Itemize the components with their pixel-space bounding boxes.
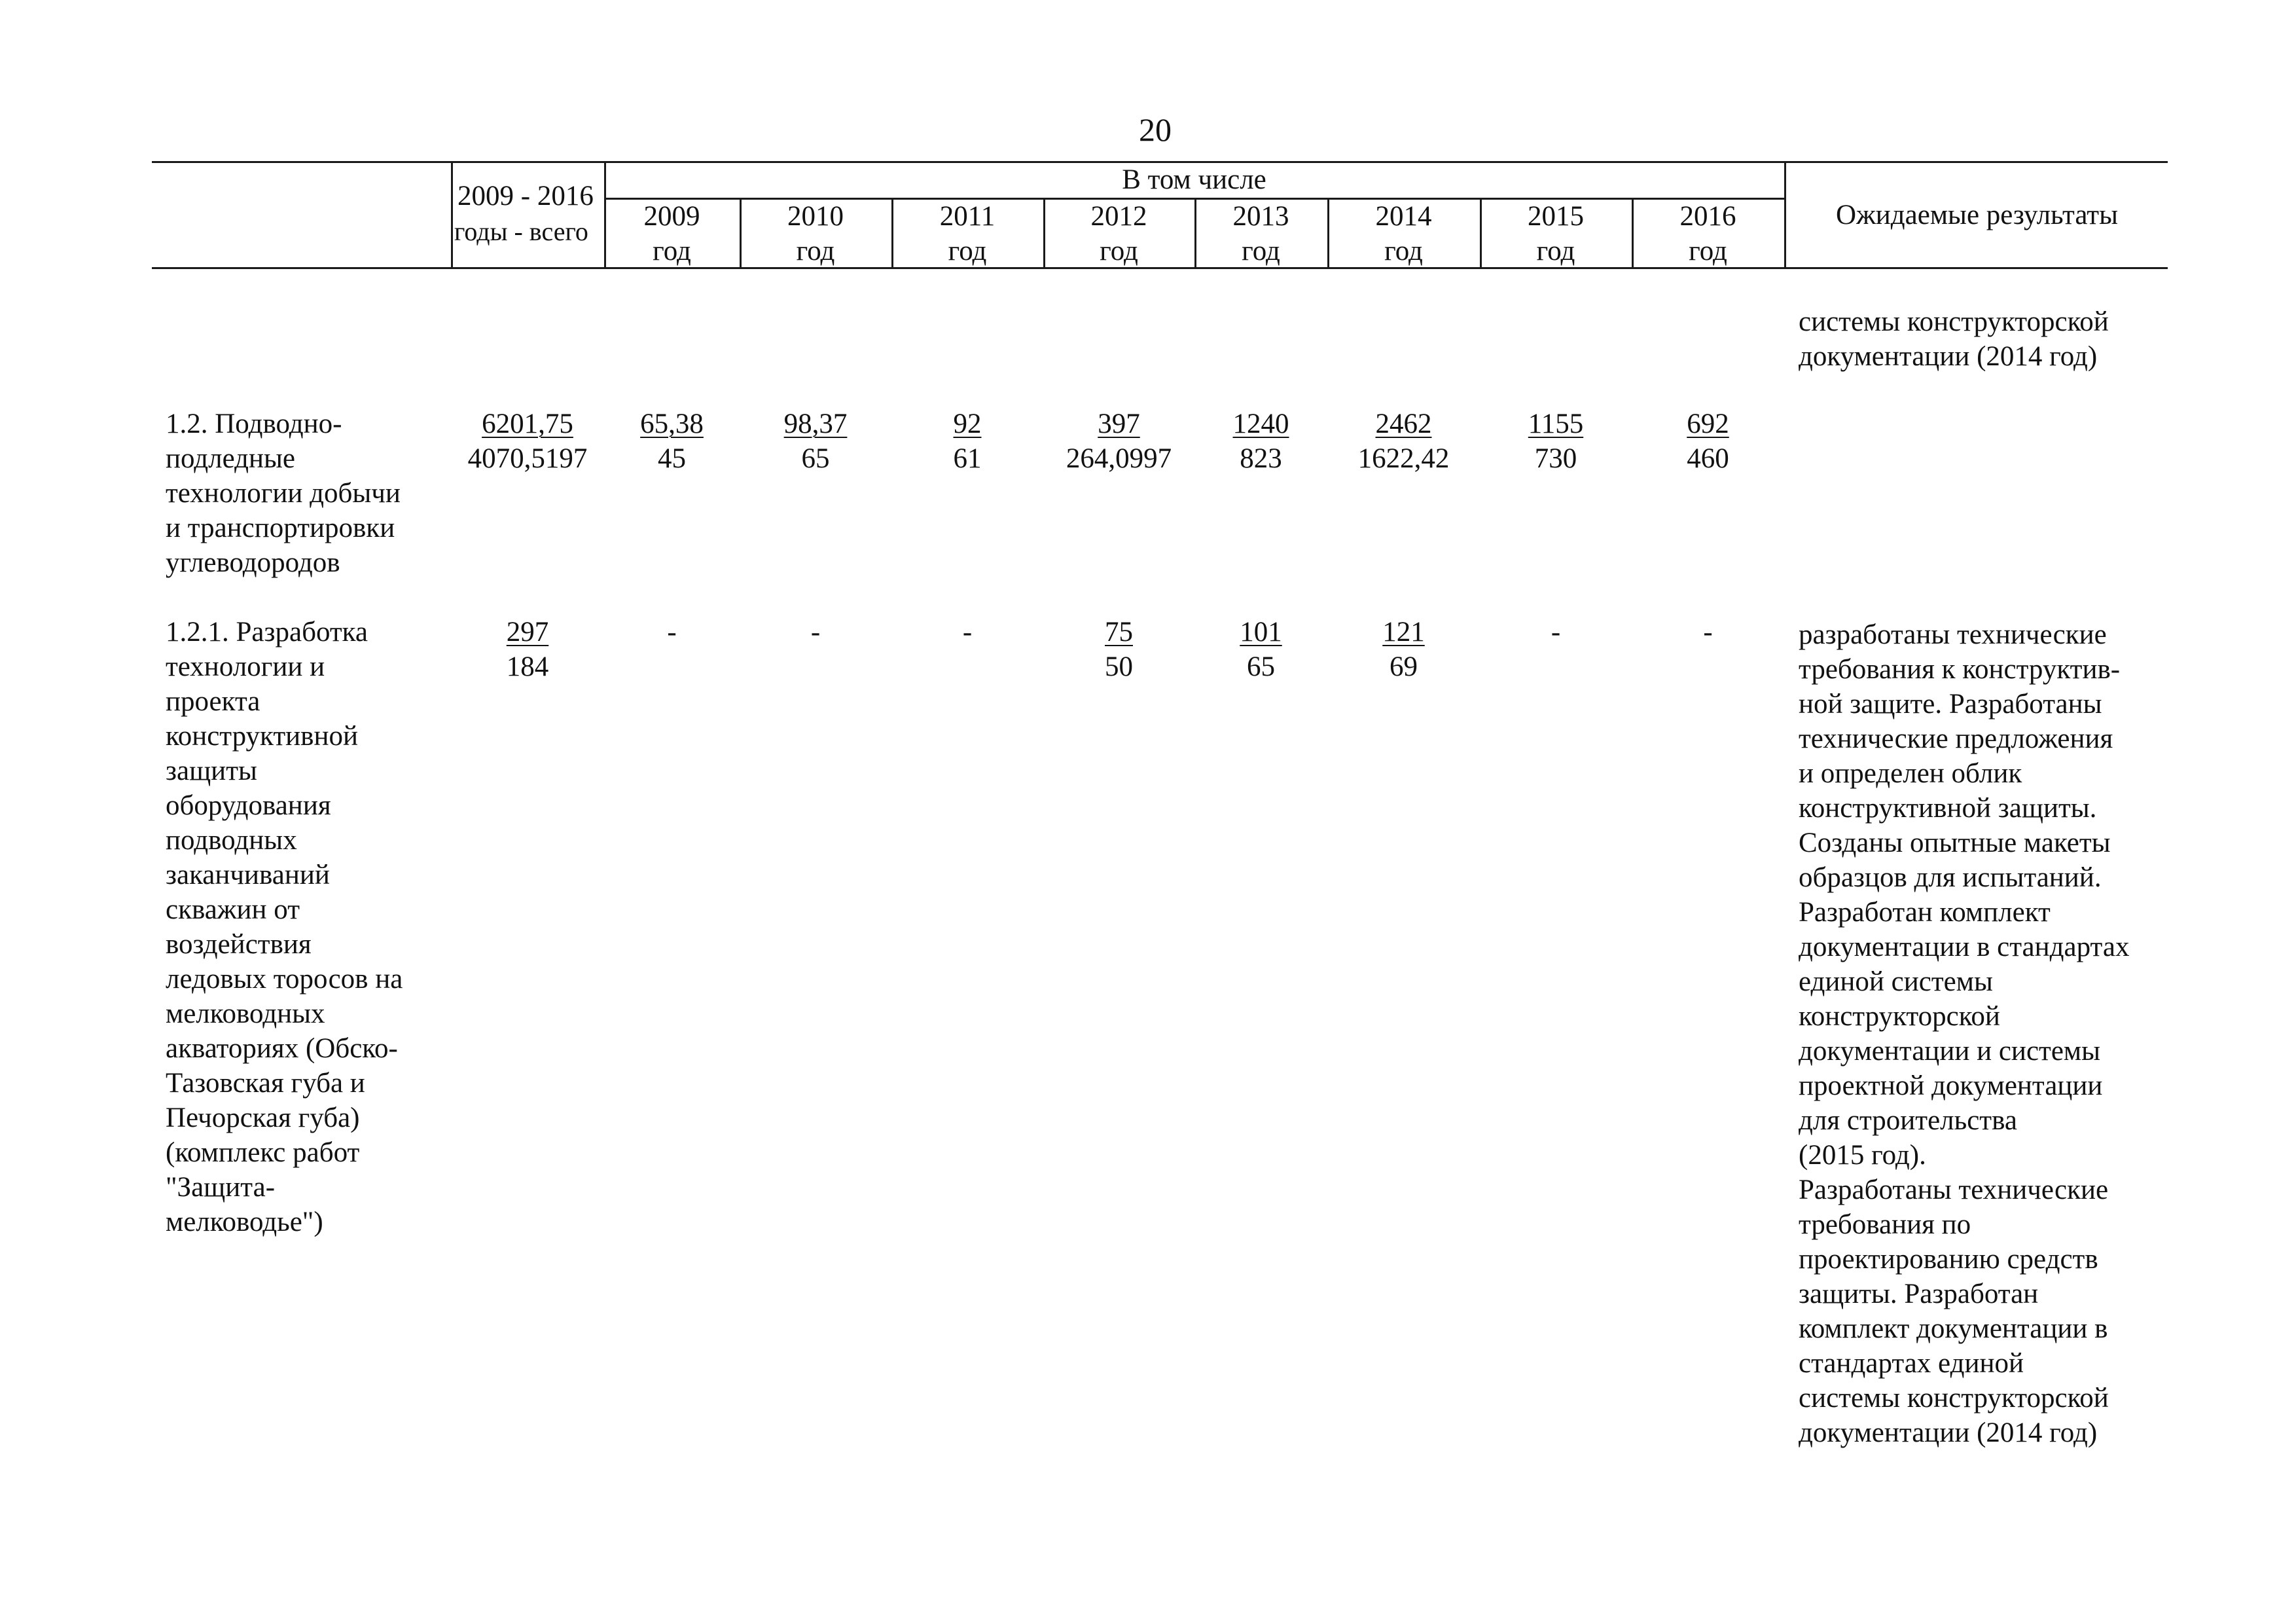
- value-bottom: 1622,42: [1357, 443, 1450, 474]
- total-top: 297: [506, 617, 549, 647]
- value-top: 65,38: [640, 409, 704, 439]
- value-bottom: 50: [1105, 651, 1133, 682]
- value-top: 98,37: [783, 409, 848, 439]
- value-top: 75: [1105, 617, 1133, 647]
- header-year-unit: год: [1384, 236, 1423, 266]
- result-line: документации (2014 год): [1799, 1417, 2098, 1448]
- header-year: 2013: [1232, 201, 1289, 232]
- value-top: 1155: [1528, 409, 1584, 439]
- row-name-line: защиты: [166, 756, 257, 786]
- row-1-2-1-total: [451, 615, 604, 684]
- row-name-line: заканчиваний: [166, 860, 330, 890]
- value-bottom: 264,0997: [1066, 443, 1172, 474]
- header-year-unit: год: [1242, 236, 1280, 266]
- row-name-line: углеводородов: [166, 547, 340, 578]
- row-1-2-name: [166, 407, 401, 580]
- header-total-label: 2009 - 2016: [457, 181, 594, 211]
- row-1-2-1-value-2016: [1632, 615, 1784, 649]
- header-year: 2012: [1090, 201, 1147, 232]
- result-line: образцов для испытаний.: [1799, 862, 2102, 893]
- row-name-line: подледные: [166, 443, 295, 474]
- header-year: 2010: [787, 201, 844, 232]
- row-name-line: (комплекс работ: [166, 1137, 360, 1168]
- total-top: 6201,75: [482, 409, 573, 439]
- result-line: конструкторской: [1799, 1001, 2000, 1032]
- row-name-line: подводных: [166, 825, 297, 856]
- row-name-line: технологии и: [166, 651, 325, 682]
- result-line: документации и системы: [1799, 1036, 2101, 1067]
- row-1-2-value-2012: [1043, 407, 1194, 476]
- row-1-2-1-results: [1799, 617, 2129, 1450]
- row-1-2-1-value-2014: [1327, 615, 1480, 684]
- value-top: 2462: [1375, 409, 1432, 439]
- value-bottom: 61: [953, 443, 982, 474]
- value-top: 1240: [1232, 409, 1289, 439]
- value-bottom: 45: [658, 443, 686, 474]
- value-top: -: [962, 617, 973, 647]
- row-name-line: скважин от: [166, 894, 300, 925]
- header-year-unit: год: [948, 236, 987, 266]
- row-name-line: Тазовская губа и: [166, 1068, 365, 1099]
- row-name-line: конструктивной: [166, 721, 359, 752]
- header-year-unit: год: [653, 236, 691, 266]
- header-year-unit: год: [1100, 236, 1138, 266]
- value-bottom: 65: [1247, 651, 1275, 682]
- result-line: Созданы опытные макеты: [1799, 828, 2111, 858]
- row-name-line: мелководье"): [166, 1207, 323, 1237]
- total-bottom: 184: [506, 651, 549, 682]
- header-results: Ожидаемые результаты: [1836, 200, 2118, 230]
- total-bottom: 4070,5197: [467, 443, 588, 474]
- result-line: системы конструкторской: [1799, 1383, 2109, 1413]
- result-line: ной защите. Разработаны: [1799, 689, 2102, 720]
- value-bottom: 69: [1390, 651, 1418, 682]
- value-bottom: 460: [1687, 443, 1729, 474]
- value-top: 121: [1382, 617, 1425, 647]
- row-name-line: "Защита-: [166, 1172, 276, 1203]
- row-name-line: технологии добычи: [166, 478, 401, 509]
- row-name-line: Печорская губа): [166, 1103, 360, 1133]
- header-year-unit: год: [1536, 236, 1575, 266]
- header-total-label: годы - всего: [454, 217, 588, 246]
- value-bottom: 730: [1534, 443, 1577, 474]
- result-line: требования к конструктив-: [1799, 654, 2121, 685]
- row-name-line: 1.2.1. Разработка: [166, 617, 368, 647]
- result-line: (2015 год).: [1799, 1140, 1926, 1171]
- header-divider: [451, 161, 453, 269]
- result-line: конструктивной защиты.: [1799, 793, 2097, 824]
- value-top: 692: [1687, 409, 1729, 439]
- result-line: и определен облик: [1799, 758, 2022, 789]
- result-line: единой системы: [1799, 966, 1993, 997]
- row-name-line: акваториях (Обско-: [166, 1033, 398, 1064]
- value-top: -: [810, 617, 821, 647]
- row-1-2-1-value-2013: [1194, 615, 1327, 684]
- row-1-2-value-2011: [891, 407, 1043, 476]
- result-line: проектированию средств: [1799, 1244, 2098, 1275]
- result-line: системы конструкторской: [1799, 306, 2109, 337]
- row-name-line: ледовых торосов на: [166, 964, 403, 994]
- row-1-2-1-value-2012: [1043, 615, 1194, 684]
- row-1-2-1-value-2011: [891, 615, 1043, 649]
- row-name-line: 1.2. Подводно-: [166, 409, 342, 439]
- row-name-line: и транспортировки: [166, 513, 395, 543]
- row-name-line: проекта: [166, 686, 260, 717]
- result-line: комплект документации в: [1799, 1313, 2108, 1344]
- result-line: документации (2014 год): [1799, 341, 2098, 372]
- row-1-2-value-2014: [1327, 407, 1480, 476]
- row-1-2-total: [451, 407, 604, 476]
- value-top: 397: [1098, 409, 1140, 439]
- row-1-2-1-name: [166, 615, 403, 1239]
- result-line: разработаны технические: [1799, 619, 2107, 650]
- row-1-2-value-2013: [1194, 407, 1327, 476]
- value-top: 92: [953, 409, 982, 439]
- header-year: 2014: [1375, 201, 1432, 232]
- row-name-line: воздействия: [166, 929, 312, 960]
- result-line: Разработаны технические: [1799, 1175, 2109, 1205]
- row-name-line: оборудования: [166, 790, 331, 821]
- result-line: требования по: [1799, 1209, 1971, 1240]
- value-top: -: [667, 617, 677, 647]
- result-line: стандартах единой: [1799, 1348, 2024, 1379]
- header-including: В том числе: [1122, 164, 1266, 195]
- header-year: 2009: [643, 201, 700, 232]
- carryover-results: [1799, 304, 2109, 374]
- header-year-unit: год: [796, 236, 835, 266]
- result-line: Разработан комплект: [1799, 897, 2051, 928]
- result-line: документации в стандартах: [1799, 932, 2130, 962]
- row-1-2-1-value-2010: [740, 615, 891, 649]
- value-bottom: 823: [1240, 443, 1282, 474]
- row-1-2-value-2016: [1632, 407, 1784, 476]
- value-bottom: 65: [801, 443, 830, 474]
- value-top: 101: [1240, 617, 1282, 647]
- header-year: 2011: [939, 201, 996, 232]
- row-name-line: мелководных: [166, 998, 325, 1029]
- row-1-2-value-2015: [1480, 407, 1632, 476]
- header-year: 2016: [1679, 201, 1736, 232]
- header-year-unit: год: [1689, 236, 1727, 266]
- result-line: технические предложения: [1799, 723, 2113, 754]
- result-line: защиты. Разработан: [1799, 1279, 2039, 1309]
- header-year: 2015: [1528, 201, 1584, 232]
- row-1-2-1-value-2009: [604, 615, 740, 649]
- value-top: -: [1551, 617, 1561, 647]
- row-1-2-value-2009: [604, 407, 740, 476]
- row-1-2-1-value-2015: [1480, 615, 1632, 649]
- result-line: для строительства: [1799, 1105, 2017, 1136]
- row-1-2-value-2010: [740, 407, 891, 476]
- result-line: проектной документации: [1799, 1070, 2103, 1101]
- page-number: 20: [1139, 111, 1172, 148]
- value-top: -: [1703, 617, 1713, 647]
